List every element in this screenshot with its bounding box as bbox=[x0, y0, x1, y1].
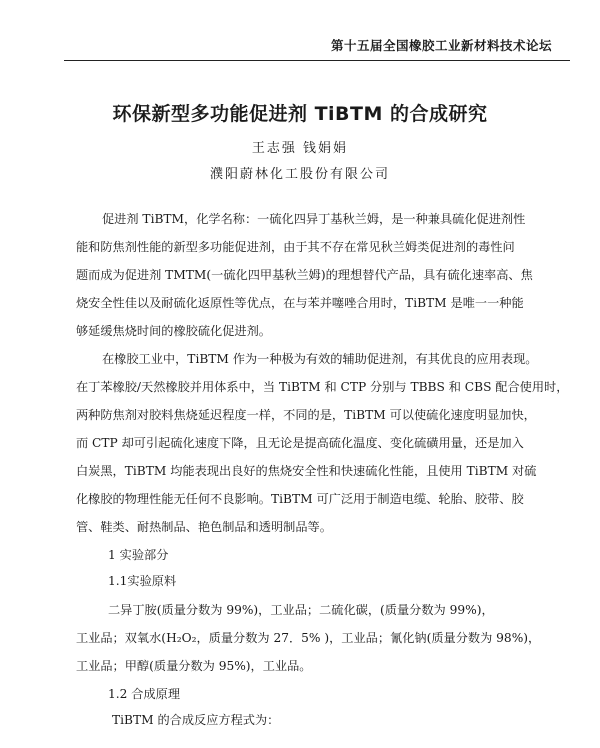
header-rule bbox=[64, 60, 570, 61]
body-line: TiBTM 的合成反应方程式为： bbox=[112, 713, 280, 727]
subsection-heading: 1.1实验原料 bbox=[108, 574, 177, 588]
body-line: 在丁苯橡胶/天然橡胶并用体系中，当 TiBTM 和 CTP 分别与 TBBS 和 CBS 配合使用时， bbox=[76, 380, 569, 394]
journal-header: 第十五届全国橡胶工业新材料技术论坛 bbox=[330, 38, 552, 53]
body-line: 两种防焦剂对胶料焦烧延迟程度一样，不同的是，TiBTM 可以使硫化速度明显加快， bbox=[76, 408, 536, 422]
paper-authors: 王志强 钱娟娟 bbox=[251, 141, 349, 156]
body-line: 而 CTP 却可引起硫化速度下降，且无论是提高硫化温度、变化硫磺用量，还是加入 bbox=[76, 436, 524, 450]
subsection-heading: 1.2 合成原理 bbox=[108, 687, 181, 701]
section-heading: 1 实验部分 bbox=[108, 548, 169, 562]
body-line: 题而成为促进剂 TMTM(一硫化四甲基秋兰姆)的理想替代产品，具有硫化速率高、焦 bbox=[76, 268, 533, 282]
body-line: 烧安全性佳以及耐硫化返原性等优点，在与苯并噻唑合用时，TiBTM 是唯一一种能 bbox=[76, 296, 524, 310]
body-line: 管、鞋类、耐热制品、艳色制品和透明制品等。 bbox=[76, 520, 332, 534]
body-line: 化橡胶的物理性能无任何不良影响。TiBTM 可广泛用于制造电缆、轮胎、胶带、胶 bbox=[76, 492, 524, 506]
body-line: 二异丁胺(质量分数为 99%)，工业品；二硫化碳，(质量分数为 99%)， bbox=[108, 603, 494, 617]
body-line: 能和防焦剂性能的新型多功能促进剂，由于其不存在常见秋兰姆类促进剂的毒性问 bbox=[76, 240, 515, 254]
body-line: 促进剂 TiBTM，化学名称：一硫化四异丁基秋兰姆，是一种兼具硫化促进剂性 bbox=[102, 212, 526, 226]
body-line: 工业品；双氧水(H₂O₂，质量分数为 27．5% )，工业品；氰化钠(质量分数为 98%)， bbox=[76, 631, 541, 645]
body-line: 白炭黑，TiBTM 均能表现出良好的焦烧安全性和快速硫化性能，且使用 TiBTM 对硫 bbox=[76, 464, 537, 478]
body-line: 够延缓焦烧时间的橡胶硫化促进剂。 bbox=[76, 324, 271, 338]
paper-title: 环保新型多功能促进剂 TiBTM 的合成研究 bbox=[112, 103, 488, 125]
body-line: 工业品；甲醇(质量分数为 95%)，工业品。 bbox=[76, 659, 312, 673]
paper-affiliation: 濮阳蔚林化工股份有限公司 bbox=[209, 167, 390, 182]
body-line: 在橡胶工业中，TiBTM 作为一种极为有效的辅助促进剂，有其优良的应用表现。 bbox=[102, 352, 538, 366]
